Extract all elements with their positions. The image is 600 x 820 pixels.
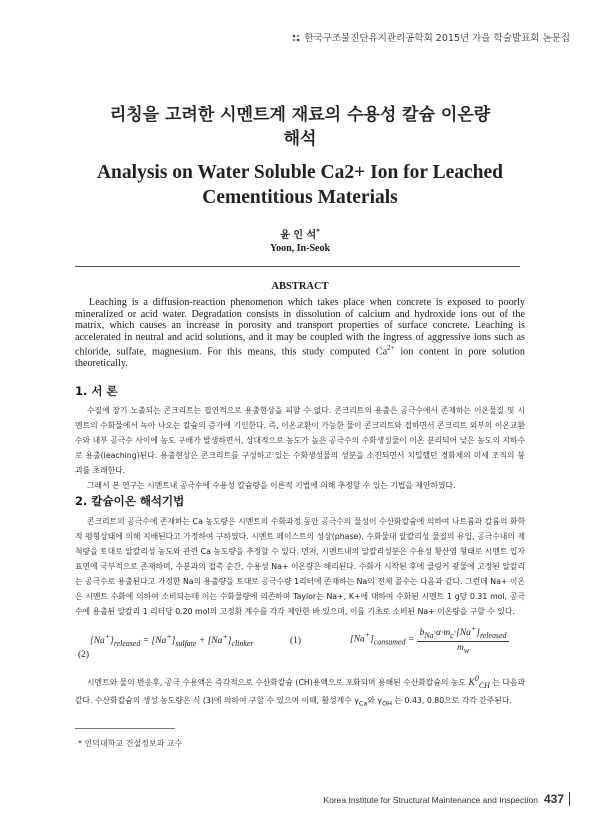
equation-2-fraction: $\frac{b_{Na}\cdot\alpha\cdot m_c\cdot[Na^+]_{released}}{m_w}$ <box>417 624 510 655</box>
section2-heading: 2. 칼슘이온 해석기법 <box>75 494 185 508</box>
equation-2: $[Na^+]_{consumed}$ = $\frac{b_{Na}\cdot\alpha\cdot m_c\cdot[Na^+]_{released}}{m_w}$ <box>350 624 509 655</box>
section1-paragraph2: 그래서 본 연구는 시멘트내 공극수에 수용성 칼슘량을 이론적 기법에 의해 추정할 수 있는 기법을 제안하였다. <box>87 481 456 490</box>
abstract-heading: ABSTRACT <box>271 281 329 292</box>
equation-2-number: (2) <box>78 650 90 660</box>
equation-1-number: (1) <box>290 636 302 646</box>
section1-paragraph1: 수질에 장기 노출되는 콘크리트는 필연적으로 용출현상을 피할 수 없다. 콘크리트의 용출은 공극수에서 존재하는 이온물질 및 시멘트의 수화물에서 녹아 나오는 칼슘의 증가에 기인한다. 즉, 이온교환이 가능한 물이 콘크리트와 접하면서 콘크리트 외부의 이온교환수와 내부 공극수 사이에 농도 구배가 발생하면서, 상대적으로 농도가 높은 공극수의 수화생성물이 이온 분리되어 낮은 농도의 지하수로 용출(leaching)된다. 용출현상은 콘크리트를 구성하고 있는 수화생성물의 성분을 소진되면서 치밀했던 경화체의 미세 조직의 붕괴를 초래한다. <box>75 406 525 475</box>
section2-body <box>75 514 525 619</box>
author-korean: 윤 인 석* <box>280 227 320 241</box>
footnote-divider <box>75 728 175 729</box>
korean-title-line1: 리칭을 고려한 시멘트계 재료의 수용성 칼슘 이온량 <box>109 105 491 125</box>
section1-body <box>75 403 525 493</box>
kch-symbol: $K^0_{CH}$ <box>468 674 490 691</box>
korean-title <box>0 103 600 151</box>
footnote: * 인덕대학교 건설정보과 교수 <box>78 739 183 748</box>
english-title-line2: Cementitious Materials <box>202 187 398 208</box>
english-title-line1: Analysis on Water Soluble Ca2+ Ion for Leached <box>96 162 504 183</box>
conference-header: 한국구조물진단유지관리공학회 2015년 가을 학술발표회 논문집 <box>292 30 570 44</box>
logo-dots-icon <box>292 34 300 42</box>
title-divider <box>75 266 520 267</box>
korean-title-line2: 해석 <box>283 129 317 149</box>
abstract-body: Leaching is a diffusion-reaction phenomenon which takes place when concrete is exposed to poorly mineralized or acid water. Degradation consists in dissolution of calcium and hydroxide ions out of the matrix, which causes an increase in porosity and transport properties of surface concrete. Leaching is accelerated in neutral and acid solutions, and it may be coupled with the ingress of aggressive ions such as chloride, sulfate, magnesium. For this means, this study computed $Ca^{2+}$ ion content in pore solution theoretically. <box>75 297 525 370</box>
section1-heading: 1. 서 론 <box>75 384 118 398</box>
english-title <box>0 160 600 210</box>
equation-1: $[Na^+]_{released} = [Na^+]_{sulfate} + [Na^+]_{clinker}$ <box>90 632 254 649</box>
section2-paragraph2: 시멘트와 물의 반응후, 공극 수용액은 즉각적으로 수산화칼슘 (CH)용액으로 포화되며 용해된 수산화칼슘의 농도 $K^0_{CH}$ 는 다음과 같다. 수산화칼슘의 생성 농도량은 식 (3)에 의하여 구할 수 있으며 이때, 활성계수 $\gamma_{Ca}$와 $\gamma_{OH}$ 는 0.43, 0.80으로 각각 간주된다. <box>75 674 525 708</box>
section2-paragraph1: 콘크리트의 공극수에 존재하는 Ca 농도량은 시멘트의 수화과정 동안 공극수의 물성이 수산화칼슘에 의하여 나트륨과 칼륨의 화학적 평형상태에 의해 지배된다고 가정하여 구하였다. 시멘트 페이스트의 성상(phase), 수화물내 알칼리성 물질의 유입, 공극수내의 제척량을 토대로 알칼리성 농도와 관련 Ca 농도량을 추정할 수 있다. 먼저, 시멘트내의 알칼리성분은 수용성 황산염 형태로 시멘트 입자 표면에 국부적으로 존재하며, 수분과의 접촉 순간, 수용성 Na+ 이온량은 해리된다. 수화가 시작된 후에 클링커 광물에 고정된 알칼리는 공극수로 용출된다고 가정한 Na의 용출량을 토대로 공극수량 1리터에 존재하는 Na의 전체 몰수는 다음과 같다. 그런데 Na+ 이온은 시멘트 수화에 의하여 소비되는데 이는 수화물량에 의존하며 Taylor는 Na+, K+에 대하여 수화된 시멘트 1 g당 0.31 mol, 공극수에 용출된 알칼리 1 리터당 0.20 mol의 고정화 계수를 각각 제안한 바 있으며, 이를 기초로 소비된 Na+ 이온량을 구할 수 있다. <box>75 517 525 616</box>
author-english: Yoon, In-Seok <box>269 243 331 254</box>
page-number: 437 <box>544 792 570 806</box>
page-footer: Korea Institute for Structural Maintenance and Inspection 437 <box>323 792 570 806</box>
